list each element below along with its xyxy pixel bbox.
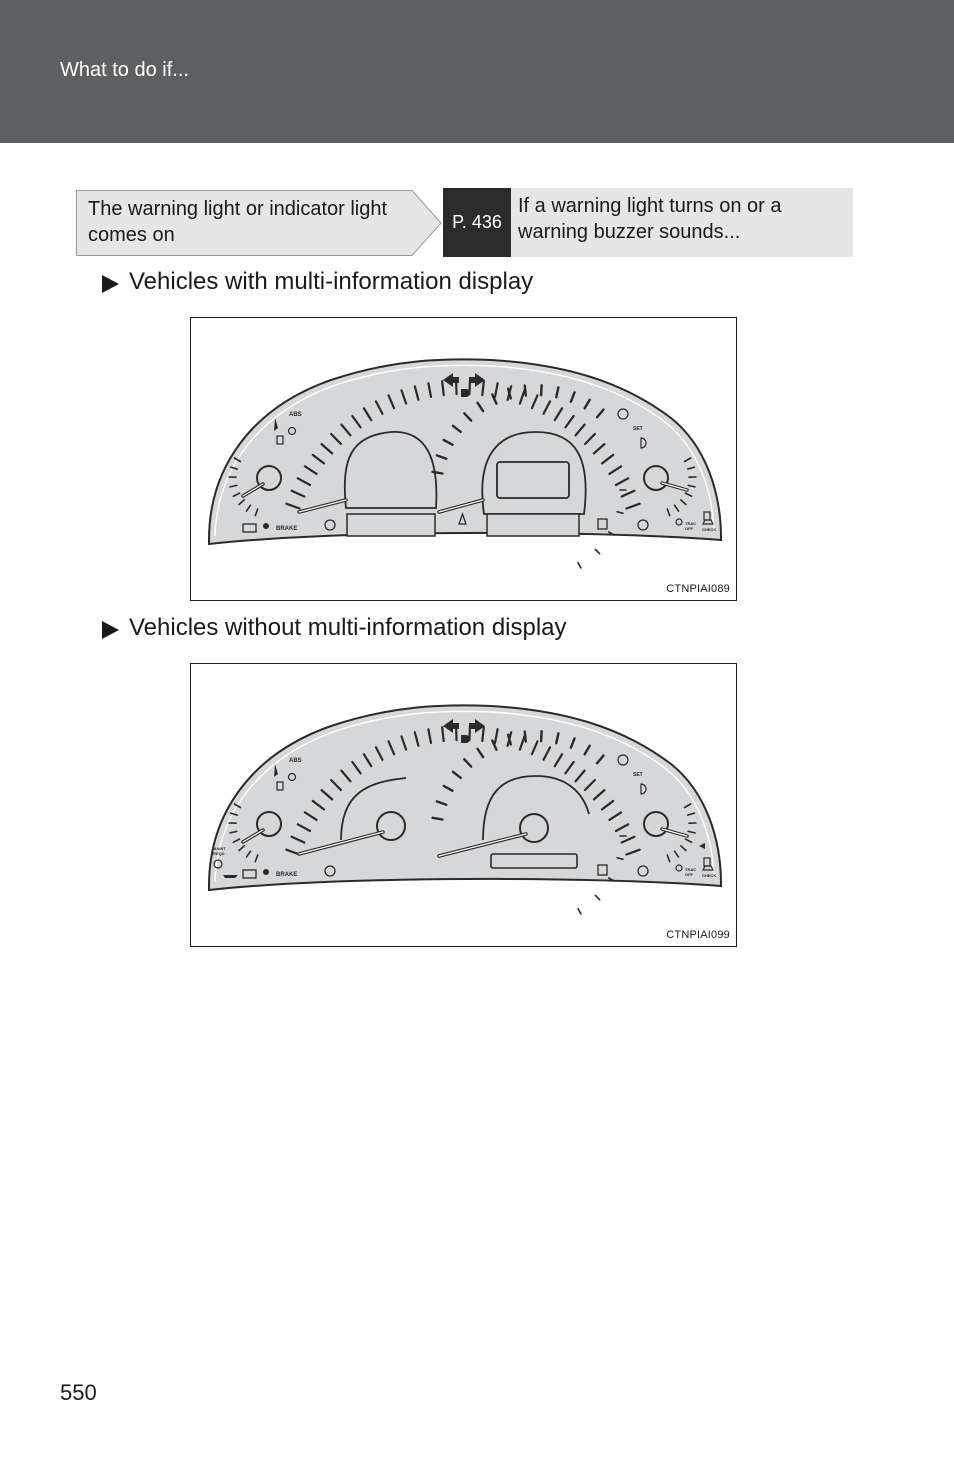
cruise-set-label: SET: [633, 426, 643, 432]
gauge-tick: [482, 381, 484, 395]
tachometer-panel: [345, 432, 437, 508]
condition-box: [76, 190, 442, 256]
check-engine-label: CHECK: [702, 527, 717, 532]
cluster-housing: [209, 359, 721, 544]
maintenance-required-label-2: REQD: [213, 851, 225, 856]
page-reference-link[interactable]: P. 436: [443, 188, 511, 257]
speedometer-lower-plate: [487, 514, 579, 536]
brake-warning-label: BRAKE: [276, 526, 298, 532]
abs-warning-label: ABS: [289, 412, 302, 418]
reference-description: If a warning light turns on or a warning buzzer sounds...: [518, 195, 782, 243]
srs-airbag-icon: [263, 869, 269, 875]
header-title: What to do if...: [60, 59, 189, 81]
cruise-set-label: SET: [633, 772, 643, 778]
figure-cluster-without-display: [190, 663, 737, 947]
traction-control-label: TRAC: [685, 521, 697, 526]
tachometer-hub: [377, 812, 405, 840]
section-heading-without-display: [102, 614, 567, 642]
cluster-illustration: [191, 318, 736, 600]
cluster-housing: [209, 705, 721, 890]
gauge-tick: [433, 818, 443, 820]
abs-warning-label: ABS: [289, 758, 302, 764]
gauge-tick: [541, 731, 542, 741]
page-number: 550: [60, 1380, 97, 1405]
gauge-tick: [595, 895, 599, 899]
speedometer-hub: [520, 814, 548, 842]
gauge-tick: [525, 386, 526, 396]
triangle-bullet-icon: [102, 275, 119, 293]
multi-information-display: [497, 462, 569, 498]
page-header: [0, 0, 954, 143]
gauge-tick: [595, 549, 599, 553]
brake-warning-label: BRAKE: [276, 872, 298, 878]
gauge-tick: [578, 563, 581, 568]
check-engine-label: CHECK: [702, 873, 717, 878]
condition-text: The warning light or indicator light comes on: [88, 198, 388, 246]
figure-code: CTNPIAI099: [666, 929, 730, 941]
gauge-tick: [442, 381, 444, 395]
gauge-tick: [541, 385, 542, 395]
reference-description-box: [511, 188, 853, 257]
traction-control-label: TRAC: [685, 867, 697, 872]
tachometer-lower-plate: [347, 514, 435, 536]
traction-off-label: OFF: [685, 872, 693, 877]
gauge-tick: [578, 909, 581, 914]
traction-off-label: OFF: [685, 526, 693, 531]
triangle-bullet-icon: [102, 621, 119, 639]
fuel-gauge-hub: [644, 812, 668, 836]
section-heading-text: Vehicles without multi-information display: [129, 614, 567, 641]
figure-cluster-with-display: [190, 317, 737, 601]
srs-airbag-icon: [263, 523, 269, 529]
high-beam-icon: [461, 389, 470, 397]
gauge-tick: [482, 727, 484, 741]
section-heading-with-display: [102, 268, 533, 296]
fuel-gauge-hub: [644, 466, 668, 490]
gauge-tick: [433, 472, 443, 474]
cluster-illustration: [191, 664, 736, 946]
high-beam-icon: [461, 735, 470, 743]
gauge-tick: [442, 727, 444, 741]
reference-row: [76, 188, 853, 257]
figure-code: CTNPIAI089: [666, 583, 730, 595]
gauge-tick: [525, 732, 526, 742]
section-heading-text: Vehicles with multi-information display: [129, 268, 534, 295]
odometer-display: [491, 854, 577, 868]
maintenance-required-label: MAINT: [213, 846, 226, 851]
